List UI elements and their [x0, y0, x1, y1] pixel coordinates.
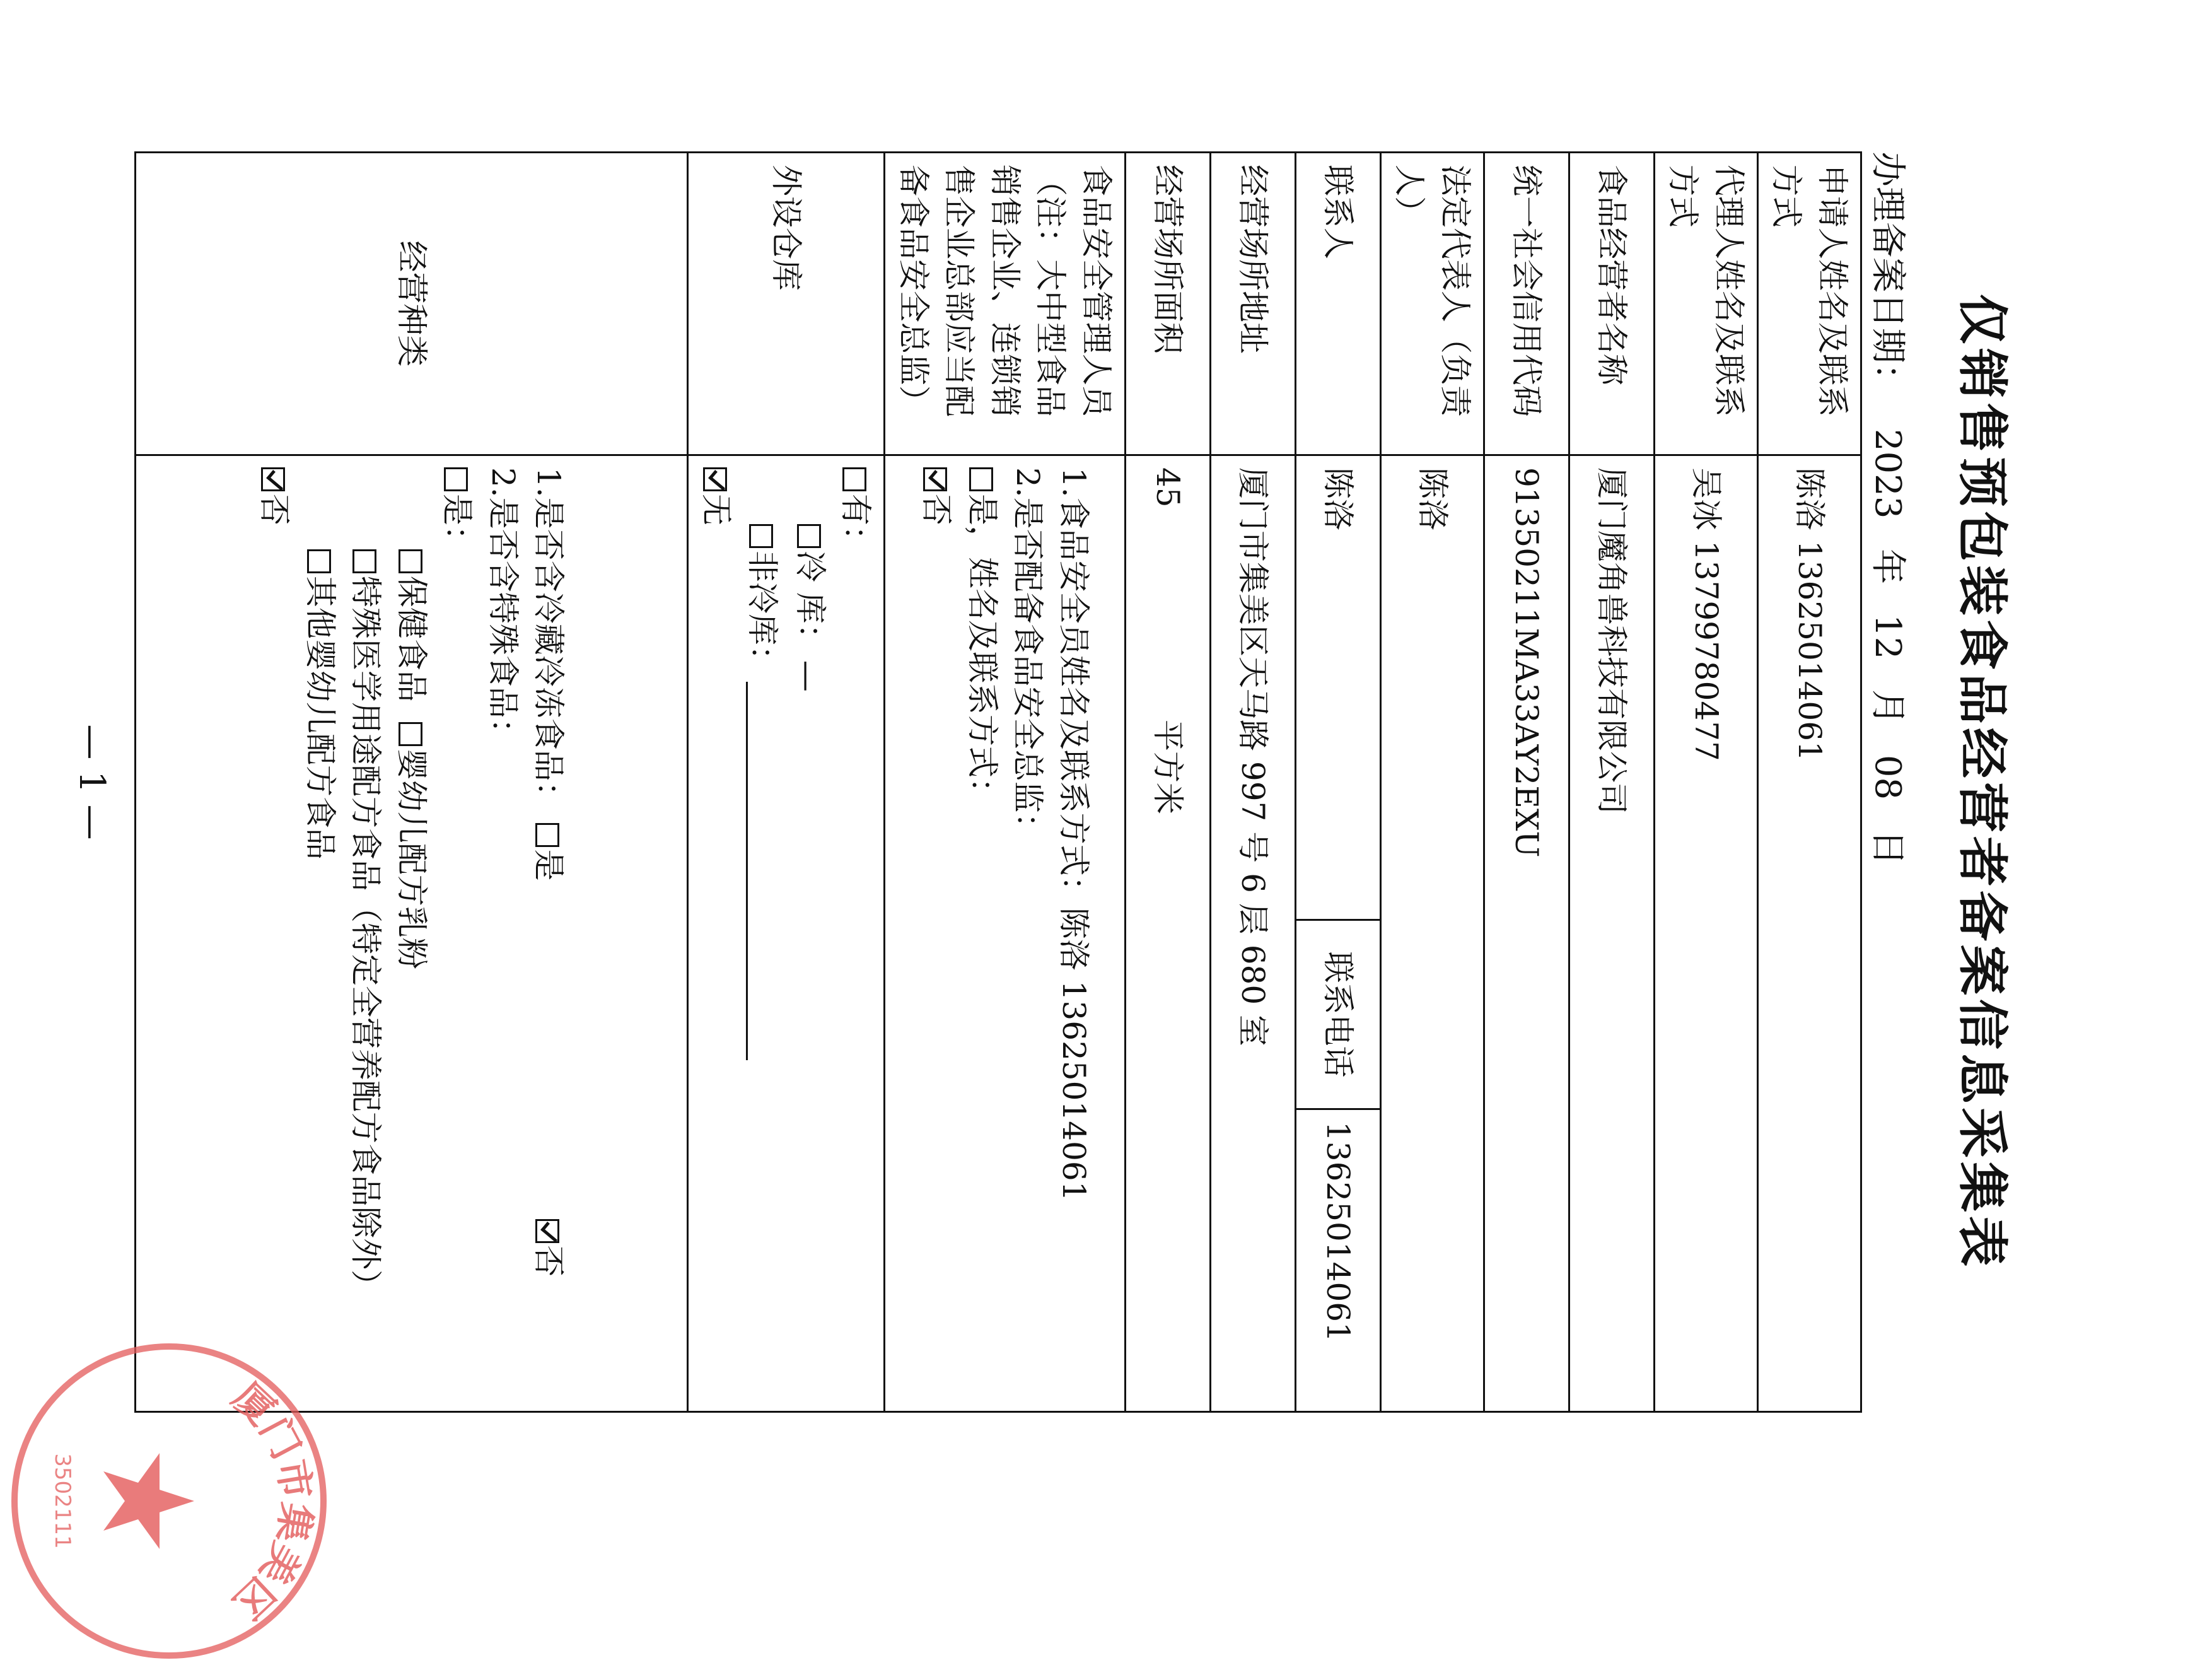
applicant-label: 申请人姓名及联系方式	[1758, 153, 1861, 455]
special-food-question: 2.是否含特殊食品：	[484, 467, 521, 750]
legal-rep-label: 法定代表人（负责人）	[1381, 153, 1484, 455]
date-day: 08	[1867, 754, 1908, 800]
warehouse-cell	[687, 455, 885, 1412]
non-cold-storage-blank[interactable]	[746, 682, 773, 1060]
warehouse-yes-option[interactable]	[833, 467, 879, 1399]
svg-text:厦门市集美区	[224, 1374, 320, 1628]
agent-label: 代理人姓名及联系方式	[1655, 153, 1758, 455]
safety-manager-label: 食品安全管理人员（注：大中型食品销售企业、连锁销售企业总部应当配备食品安全总监）	[885, 153, 1126, 455]
area-cell	[1126, 455, 1211, 1412]
row-area	[1126, 153, 1211, 1412]
contact-phone-label: 联系电话	[1296, 920, 1381, 1109]
infant-milk-label: 婴幼儿配方乳粉	[393, 748, 430, 969]
safety-director-no-option[interactable]	[914, 467, 960, 1399]
date-year-unit: 年	[1867, 549, 1908, 585]
safety-director-yes-option[interactable]	[959, 467, 1005, 1399]
date-month: 12	[1867, 614, 1908, 660]
cold-storage-label: 冷 库：	[792, 551, 829, 655]
date-month-unit: 月	[1867, 689, 1908, 725]
chilled-frozen-no-checkbox[interactable]	[535, 1219, 559, 1243]
chilled-frozen-yes-checkbox[interactable]	[535, 823, 559, 847]
seal-code: 3502111	[50, 1453, 75, 1549]
row-agent	[1655, 153, 1758, 1412]
safety-manager-cell	[885, 455, 1126, 1412]
filing-date	[1865, 151, 1916, 884]
legal-rep-value: 陈洛	[1381, 455, 1484, 1412]
special-food-yes-label: 是：	[439, 494, 476, 557]
row-address	[1211, 153, 1296, 1412]
contact-label: 联系人	[1296, 153, 1381, 455]
warehouse-yes-checkbox[interactable]	[843, 467, 867, 491]
special-food-types-line1	[388, 467, 434, 1399]
seal-text: 厦门市集美区	[224, 1374, 320, 1628]
health-food-label: 保健食品	[393, 576, 430, 702]
category-cell	[136, 455, 688, 1412]
contact-phone-value: 13625014061	[1296, 1109, 1381, 1411]
area-unit: 平方米	[1150, 720, 1187, 814]
operator-label: 食品经营者名称	[1569, 153, 1655, 455]
health-food-option[interactable]	[393, 549, 430, 702]
row-operator	[1569, 153, 1655, 1412]
info-form-table	[134, 151, 1862, 1413]
chilled-frozen-yes-option[interactable]	[530, 823, 567, 881]
seal-star-icon	[103, 1453, 194, 1549]
special-medical-checkbox[interactable]	[352, 549, 376, 573]
warehouse-label: 外设仓库	[687, 153, 885, 455]
page-number: — 1 —	[71, 724, 112, 840]
address-value: 厦门市集美区天马路 997 号 6 层 680 室	[1211, 455, 1296, 1412]
credit-code-label: 统一社会信用代码	[1484, 153, 1569, 455]
area-value: 45	[1150, 467, 1187, 508]
contact-value: 陈洛	[1296, 455, 1381, 920]
special-medical-option[interactable]	[343, 467, 389, 1399]
official-seal	[5, 1337, 333, 1665]
address-label: 经营场所地址	[1211, 153, 1296, 455]
non-cold-storage-option[interactable]	[739, 467, 785, 1399]
warehouse-no-label: 无	[698, 494, 735, 525]
category-label: 经营种类	[136, 153, 688, 455]
row-safety-manager	[885, 153, 1126, 1412]
applicant-value: 陈洛 13625014061	[1758, 455, 1861, 1412]
row-legal-rep	[1381, 153, 1484, 1412]
other-infant-option[interactable]	[297, 467, 343, 1399]
safety-director-yes-checkbox[interactable]	[969, 467, 993, 491]
chilled-frozen-no-option[interactable]	[530, 1219, 567, 1277]
chilled-frozen-no-label: 否	[530, 1245, 568, 1277]
other-infant-label: 其他婴幼儿配方食品	[301, 576, 339, 860]
chilled-frozen-yes-label: 是	[530, 849, 568, 881]
agent-value: 吴冰 13799780477	[1655, 455, 1758, 1412]
special-food-no-option[interactable]	[252, 467, 298, 1399]
operator-value: 厦门魔角兽科技有限公司	[1569, 455, 1655, 1412]
special-food-yes-checkbox[interactable]	[444, 467, 468, 491]
date-label: 办理备案日期：	[1867, 151, 1908, 399]
credit-code-value: 91350211MA33AY2EXU	[1484, 455, 1569, 1412]
special-medical-label: 特殊医学用途配方食品（特定全营养配方食品除外）	[347, 576, 385, 1301]
health-food-checkbox[interactable]	[399, 549, 422, 573]
chilled-frozen-label: 1.是否含冷藏冷冻食品：	[530, 467, 568, 813]
safety-director-no-checkbox[interactable]	[923, 467, 947, 491]
row-applicant	[1758, 153, 1861, 1412]
date-day-unit: 日	[1867, 829, 1908, 865]
safety-director-no-label: 否	[918, 494, 955, 525]
row-warehouse	[687, 153, 885, 1412]
safety-officer-line: 1.食品安全员姓名及联系方式：陈洛 13625014061	[1055, 467, 1092, 1201]
cold-storage-value: —	[789, 660, 827, 692]
row-contact	[1296, 153, 1381, 1412]
chilled-frozen-question	[526, 467, 572, 1399]
other-infant-checkbox[interactable]	[307, 549, 331, 573]
warehouse-no-checkbox[interactable]	[703, 467, 727, 491]
page-title: 仅销售预包装食品经营者备案信息采集表	[1953, 294, 2011, 1270]
safety-director-question: 2.是否配备食品安全总监：	[1010, 467, 1047, 844]
cold-storage-option[interactable]	[785, 467, 833, 1399]
row-category	[136, 153, 688, 1412]
non-cold-storage-checkbox[interactable]	[749, 524, 773, 548]
infant-milk-option[interactable]	[393, 722, 430, 969]
warehouse-no-option[interactable]	[694, 467, 740, 1399]
row-credit-code	[1484, 153, 1569, 1412]
special-food-no-label: 否	[256, 494, 293, 525]
warehouse-yes-label: 有：	[837, 494, 875, 557]
infant-milk-checkbox[interactable]	[399, 722, 422, 746]
cold-storage-checkbox[interactable]	[797, 524, 821, 548]
special-food-no-checkbox[interactable]	[261, 467, 285, 491]
date-year: 2023	[1867, 428, 1908, 519]
area-label: 经营场所面积	[1126, 153, 1211, 455]
special-food-yes-option[interactable]	[434, 467, 480, 1399]
non-cold-storage-label: 非冷库：	[743, 551, 781, 677]
safety-director-yes-label: 是，姓名及联系方式：	[963, 494, 1001, 809]
